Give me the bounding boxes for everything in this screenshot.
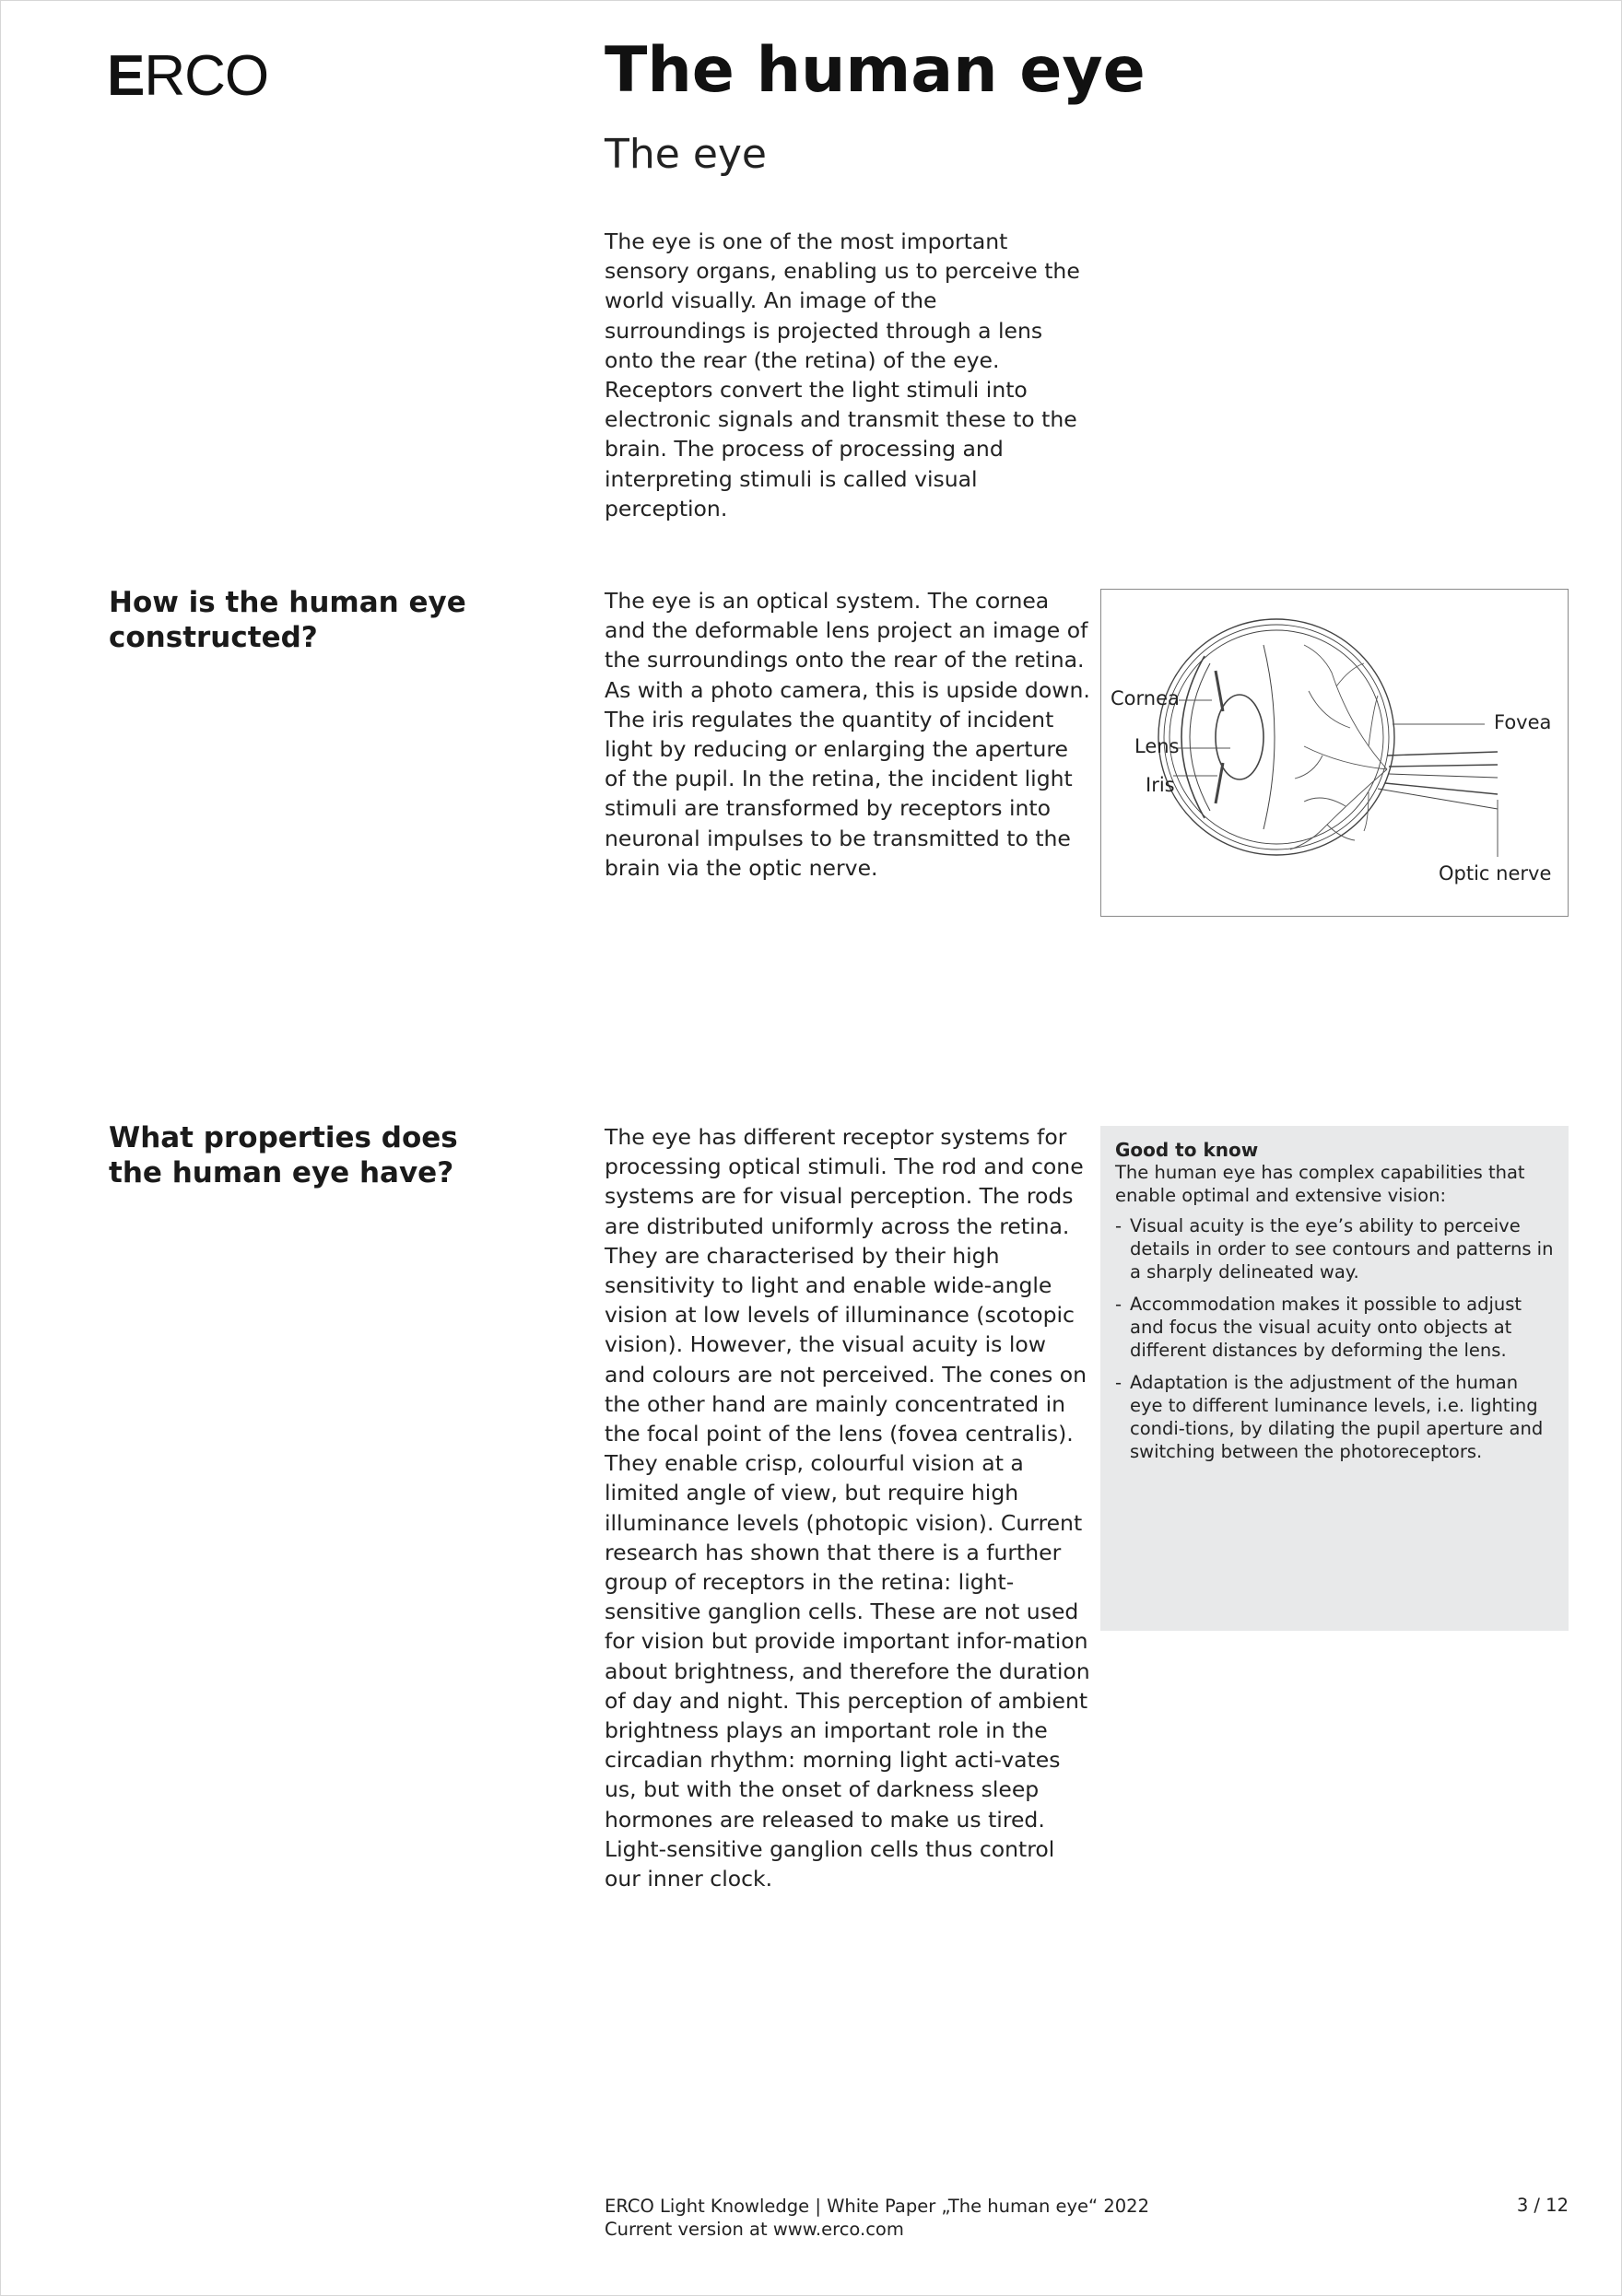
sclera-outline bbox=[1158, 619, 1394, 855]
info-box-title: Good to know bbox=[1115, 1139, 1259, 1161]
page-subtitle: The eye bbox=[605, 131, 767, 178]
info-item-text: Visual acuity is the eye’s ability to perceive details in order to see contours and patterns in a sharply delineated way. bbox=[1130, 1215, 1554, 1283]
info-item-text: Accommodation makes it possible to adjust and focus the visual acuity onto objects at different distances by deforming the lens. bbox=[1130, 1294, 1522, 1361]
section-heading-properties: What properties does the human eye have? bbox=[109, 1121, 458, 1189]
list-dash: - bbox=[1115, 1215, 1122, 1236]
good-to-know-box bbox=[1100, 1126, 1569, 1631]
cornea-shape bbox=[1181, 656, 1205, 818]
info-item-adaptation bbox=[1115, 1371, 1554, 1463]
section-heading-construction: How is the human eye constructed? bbox=[109, 586, 466, 654]
iris-lower bbox=[1216, 763, 1223, 803]
list-dash: - bbox=[1115, 1372, 1122, 1393]
logo-light-part: RCO bbox=[144, 44, 269, 108]
footer-website: Current version at www.erco.com bbox=[605, 2219, 904, 2240]
info-box-list bbox=[1115, 1214, 1554, 1463]
figure-label-fovea: Fovea bbox=[1494, 711, 1552, 733]
iris-upper bbox=[1216, 671, 1223, 711]
section-body-properties: The eye has different receptor systems for processing optical stimuli. The rod and cone systems are for visual perception. The rods are distributed uniformly across the retina. They are characterised by their high sensitivity to light and enable wide-angle vision at low levels of illuminance (scotopic vision). However, the visual acuity is low and colours are not perceived. The cones on the other hand are mainly concentrated in the focal point of the lens (fovea centralis). They enable crisp, colourful vision at a limited angle of view, but require high illuminance levels (photopic vision). Current research has shown that there is a further group of receptors in the retina: light-sensitive ganglion cells. These are not used for vision but provide important infor-mation about brightness, and therefore the duration of day and night. This perception of ambient brightness plays an important role in the circadian rhythm: morning light acti-vates us, but with the onset of darkness sleep hormones are released to make us tired. Light-sensitive ganglion cells thus control our inner clock. bbox=[605, 1124, 1090, 1892]
eye-anatomy-figure bbox=[1100, 589, 1569, 917]
erco-logo bbox=[107, 44, 269, 108]
lens-shape bbox=[1216, 695, 1264, 779]
section-body-construction: The eye is an optical system. The cornea and the deformable lens project an image of the surroundings onto the rear of the retina. As with a photo camera, this is upside down. The iris regulates the quantity of incident light by reducing or enlarging the aperture of the pupil. In the retina, the incident light stimuli are transformed by receptors into neuronal impulses to be transmitted to the brain via the optic nerve. bbox=[605, 588, 1090, 881]
page-title: The human eye bbox=[605, 34, 1146, 107]
page-number: 3 / 12 bbox=[1516, 2195, 1569, 2216]
list-dash: - bbox=[1115, 1294, 1122, 1315]
footer-publication: ERCO Light Knowledge | White Paper „The human eye“ 2022 bbox=[605, 2196, 1149, 2217]
info-item-accommodation bbox=[1115, 1293, 1554, 1362]
logo-bold-part: E bbox=[107, 44, 145, 108]
figure-label-iris: Iris bbox=[1146, 774, 1175, 796]
figure-label-cornea: Cornea bbox=[1111, 687, 1180, 709]
info-box-intro: The human eye has complex capabilities that enable optimal and extensive vision: bbox=[1115, 1162, 1525, 1206]
info-item-text: Adaptation is the adjustment of the human eye to different luminance levels, i.e. lighting condi-tions, by dilating the pupil aperture and switching between the photoreceptors. bbox=[1130, 1372, 1544, 1462]
intro-paragraph: The eye is one of the most important sensory organs, enabling us to perceive the world visually. An image of the surroundings is projected through a lens onto the rear (the retina) of the eye. Receptors convert the light stimuli into electronic signals and transmit these to the brain. The process of processing and interpreting stimuli is called visual perception. bbox=[605, 228, 1080, 521]
info-item-visual-acuity bbox=[1115, 1214, 1554, 1283]
choroid-outline bbox=[1164, 625, 1389, 849]
figure-label-optic-nerve: Optic nerve bbox=[1439, 862, 1552, 884]
figure-label-lens: Lens bbox=[1134, 735, 1180, 757]
